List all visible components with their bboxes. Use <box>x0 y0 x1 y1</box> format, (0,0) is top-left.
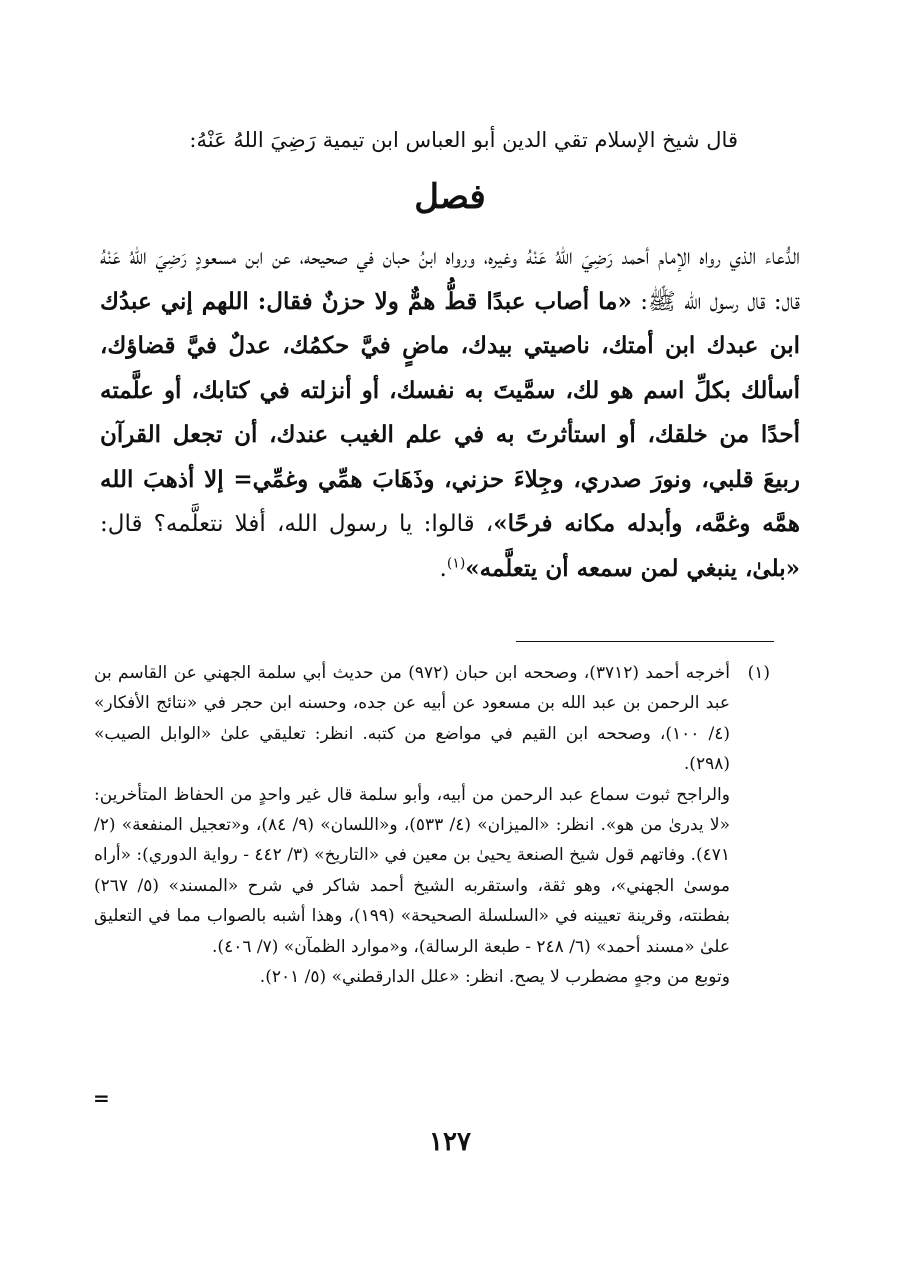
footnotes-section <box>94 658 770 992</box>
footnote-1 <box>94 658 770 992</box>
middle-text: ، قالوا: يا رسول الله، أفلا نتعلَّمه؟ قال: <box>100 511 494 537</box>
footnote-separator <box>516 641 774 642</box>
footnote-number: (١) <box>747 663 770 683</box>
footnote-paragraph: والراجح ثبوت سماع عبد الرحمن من أبيه، وأبو سلمة قال غير واحدٍ من الحفاظ المتأخرين: «لا يدرىٰ من هو». انظر: «الميزان» (٤/ ٥٣٣)، و«اللسان» (٩/ ٨٤)، و«تعجيل المنفعة» (٢/ ٤٧١). وفاتهم قول شيخ الصنعة يحيىٰ بن معين في «التاريخ» (٣/ ٤٤٢ - رواية الدوري): «أراه موسىٰ الجهني»، وهو ثقة، واستقربه الشيخ أحمد شاكر في شرح «المسند» (٥/ ٢٦٧) بفطنته، وقرينة تعيينه في «السلسلة الصحيحة» (١٩٩)، وهذا أشبه بالصواب مما في التعليق علىٰ «مسند أحمد» (٦/ ٢٤٨ - طبعة الرسالة)، و«موارد الظمآن» (٧/ ٤٠٦). <box>94 784 731 957</box>
section-title: فصل <box>414 177 486 217</box>
hadith-text: «ما أصاب عبدًا قطُّ همٌّ ولا حزنٌ فقال: اللهم إني عبدُك ابن عبدك ابن أمتك، ناصيتي بيدك، ماضٍ فيَّ حكمُك، عدلٌ فيَّ قضاؤك، أسألك بكلِّ اسم هو لك، سمَّيتَ به نفسك، أو أنزلته في كتابك، أو علَّمته أحدًا من خلقك، أو استأثرتَ به في علم الغيب عندك، أن تجعل القرآن ربيعَ قلبي، ونورَ صدري، وجِلاءَ حزني، وذَهَابَ همِّي وغمِّي= إلا أذهبَ الله همَّه وغمَّه، وأبدله مكانه فرحًا» <box>100 287 800 537</box>
end-punctuation: . <box>439 555 447 582</box>
closing-hadith-text: «بلىٰ، ينبغي لمن سمعه أن يتعلَّمه» <box>465 554 800 582</box>
footnote-paragraph: وتوبع من وجهٍ مضطرب لا يصح. انظر: «علل الدارقطني» (٥/ ٢٠١). <box>259 967 730 988</box>
footnote-paragraph: أخرجه أحمد (٣٧١٢)، وصححه ابن حبان (٩٧٢) من حديث أبي سلمة الجهني عن القاسم بن عبد الرحمن بن عبد الله بن مسعود عن أبيه عن جده، وحسنه ابن حجر في «نتائج الأفكار» (٤/ ١٠٠)، وصححه ابن القيم في مواضع من كتبه. انظر: تعليقي علىٰ «الوابل الصيب» (٢٩٨). <box>94 663 730 775</box>
main-paragraph <box>100 236 800 591</box>
attribution-line: قال شيخ الإسلام تقي الدين أبو العباس ابن تيمية رَضِيَ اللهُ عَنْهُ: <box>189 128 738 152</box>
continuation-mark: = <box>93 1086 110 1110</box>
page-number: ١٢٧ <box>429 1127 471 1157</box>
footnote-reference[interactable]: (١) <box>446 554 466 571</box>
intro-text: الدُّعاء الذي رواه الإمام أحمد رَضِيَ اللهُ عَنْهُ وغيره، ورواه ابنُ حبان في صحيحه، عن ابن مسعودٍ رَضِيَ اللهُ عَنْهُ قال: قال رسول الله ﷺ: <box>100 244 800 315</box>
